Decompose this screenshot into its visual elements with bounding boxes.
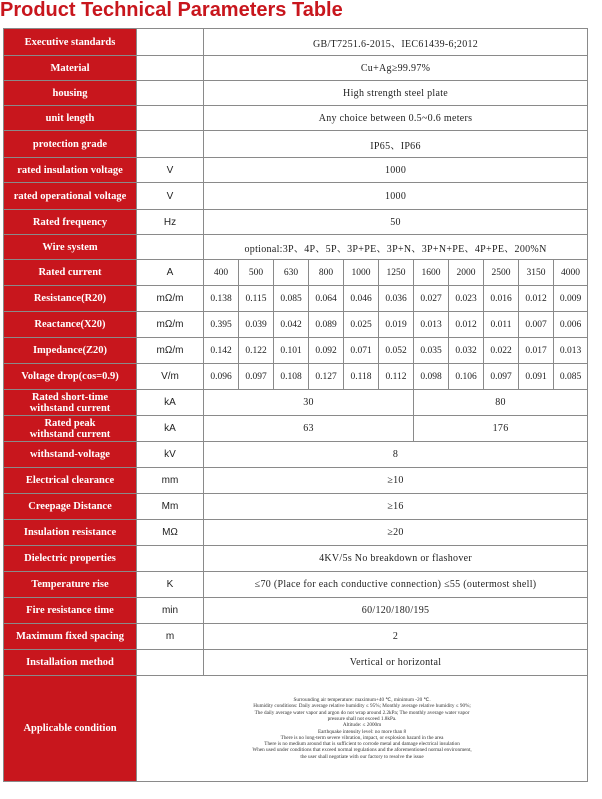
row-label: Material [4,56,137,81]
unit-cell: mΩ/m [137,286,204,312]
value-cell: 50 [204,210,588,235]
table-row-voltage-drop [4,364,588,390]
table-row-unit-length [4,106,588,131]
table-row-maximum-fixed-spacing [4,624,588,650]
unit-cell: MΩ [137,520,204,546]
value-cell: 2500 [484,260,519,286]
value-cell: 1000 [344,260,379,286]
value-cell: 0.142 [204,338,239,364]
table-row-housing [4,81,588,106]
value-cell: 63 [204,416,414,442]
condition-lines [137,697,587,760]
value-cell: 0.013 [414,312,449,338]
value-cell: 0.032 [449,338,484,364]
table-row-resistance [4,286,588,312]
table-row-creepage-distance [4,494,588,520]
value-cell: 0.039 [239,312,274,338]
value-cell: 0.006 [554,312,588,338]
value-cell: ≤70 (Place for each conductive connection) ≤55 (outermost shell) [204,572,588,598]
value-cell: 8 [204,442,588,468]
value-cell: 0.085 [554,364,588,390]
row-label: Rated current [4,260,137,286]
value-cell: 1250 [379,260,414,286]
table-row-rated-insulation-voltage [4,158,588,183]
row-label: protection grade [4,131,137,158]
value-cell: 0.064 [309,286,344,312]
row-label: Creepage Distance [4,494,137,520]
row-label: Rated frequency [4,210,137,235]
value-cell: 60/120/180/195 [204,598,588,624]
value-cell: 0.098 [414,364,449,390]
condition-line: There is no long-term severe vibration, impact, or explosion hazard in the area [280,734,444,741]
table-row-applicable-condition [4,676,588,782]
table-row-short-time-withstand [4,390,588,416]
value-cell: 0.027 [414,286,449,312]
value-cell: 0.085 [274,286,309,312]
unit-cell: V/m [137,364,204,390]
row-label: Fire resistance time [4,598,137,624]
row-label: Impedance(Z20) [4,338,137,364]
unit-cell: V [137,183,204,210]
condition-line: When used under conditions that exceed normal regulations and the aforementioned normal environment, [252,747,472,754]
value-cell: 630 [274,260,309,286]
value-cell: IP65、IP66 [204,131,588,158]
value-cell: 400 [204,260,239,286]
value-cell: 4KV/5s No breakdown or flashover [204,546,588,572]
value-cell: 500 [239,260,274,286]
parameters-table [3,28,588,782]
value-cell: 800 [309,260,344,286]
label-line: withstand current [29,428,111,440]
unit-cell [137,106,204,131]
value-cell: 0.011 [484,312,519,338]
table-row-peak-withstand [4,416,588,442]
row-label: Maximum fixed spacing [4,624,137,650]
value-cell: 80 [414,390,588,416]
value-cell: 0.122 [239,338,274,364]
value-cell: 0.127 [309,364,344,390]
value-cell: 0.023 [449,286,484,312]
value-cell: High strength steel plate [204,81,588,106]
value-cell: optional:3P、4P、5P、3P+PE、3P+N、3P+N+PE、4P+PE、200%N [204,235,588,260]
label-line: Rated peak [44,417,96,429]
value-cell: Vertical or horizontal [204,650,588,676]
row-label: Wire system [4,235,137,260]
row-label: Executive standards [4,29,137,56]
table-row-rated-operational-voltage [4,183,588,210]
value-cell: 0.012 [449,312,484,338]
unit-cell [137,81,204,106]
unit-cell: K [137,572,204,598]
value-cell: 0.097 [239,364,274,390]
row-label: unit length [4,106,137,131]
table-row-material [4,56,588,81]
value-cell: 3150 [519,260,554,286]
row-label: rated operational voltage [4,183,137,210]
row-label: Electrical clearance [4,468,137,494]
value-cell: 0.395 [204,312,239,338]
table-row-installation-method [4,650,588,676]
value-cell: 4000 [554,260,588,286]
value-cell: 0.042 [274,312,309,338]
value-cell: GB/T7251.6-2015、IEC61439-6;2012 [204,29,588,56]
unit-cell: A [137,260,204,286]
value-cell: 30 [204,390,414,416]
value-cell: 0.035 [414,338,449,364]
value-cell: 0.089 [309,312,344,338]
unit-cell: mΩ/m [137,338,204,364]
value-cell: ≥16 [204,494,588,520]
row-label: Temperature rise [4,572,137,598]
unit-cell: kA [137,416,204,442]
label-line: withstand current [29,402,111,414]
value-cell: Any choice between 0.5~0.6 meters [204,106,588,131]
table-row-dielectric-properties [4,546,588,572]
unit-cell: Mm [137,494,204,520]
value-cell: 0.013 [554,338,588,364]
value-cell: 0.096 [204,364,239,390]
unit-cell [137,56,204,81]
row-label: Voltage drop(cos=0.9) [4,364,137,390]
value-cell: 0.012 [519,286,554,312]
row-label [4,390,137,416]
unit-cell [137,29,204,56]
value-cell: 0.106 [449,364,484,390]
value-cell: 0.022 [484,338,519,364]
value-cell: 2000 [449,260,484,286]
value-cell: 0.118 [344,364,379,390]
value-cell: 0.046 [344,286,379,312]
value-cell: 0.097 [484,364,519,390]
table-row-fire-resistance-time [4,598,588,624]
condition-line: the user shall negotiate with our factory to resolve the issue [300,753,424,760]
unit-cell: min [137,598,204,624]
value-cell: 0.092 [309,338,344,364]
value-cell: 0.115 [239,286,274,312]
value-cell: 0.019 [379,312,414,338]
row-label: Resistance(R20) [4,286,137,312]
value-cell: 0.025 [344,312,379,338]
value-cell: 176 [414,416,588,442]
value-cell: 0.016 [484,286,519,312]
table-row-electrical-clearance [4,468,588,494]
table-row-impedance [4,338,588,364]
value-cell: 0.138 [204,286,239,312]
condition-line: Altitude: ≤ 2000m [342,722,382,729]
row-label: Dielectric properties [4,546,137,572]
value-cell: 2 [204,624,588,650]
row-label: Applicable condition [4,676,137,782]
row-label: Insulation resistance [4,520,137,546]
value-cell: 0.007 [519,312,554,338]
row-label: rated insulation voltage [4,158,137,183]
condition-line: The daily average water vapor and argon do not wrap around 2.2kPa; The monthly average water vapor [254,709,470,716]
table-row-reactance [4,312,588,338]
row-label: Reactance(X20) [4,312,137,338]
value-cell: 1600 [414,260,449,286]
table-row-wire-system [4,235,588,260]
unit-cell: V [137,158,204,183]
value-cell: 0.071 [344,338,379,364]
unit-cell: kA [137,390,204,416]
unit-cell: kV [137,442,204,468]
unit-cell: mΩ/m [137,312,204,338]
value-cell: Cu+Ag≥99.97% [204,56,588,81]
condition-text [137,676,588,782]
table-row-executive-standards [4,29,588,56]
table-row-insulation-resistance [4,520,588,546]
row-label [4,416,137,442]
condition-line: Humidity conditions: Daily average relative humidity ≤ 95%; Monthly average relative humidity ≤ 90%; [253,703,471,710]
table-row-rated-current [4,260,588,286]
unit-cell: m [137,624,204,650]
value-cell: 0.009 [554,286,588,312]
row-label: housing [4,81,137,106]
row-label: Installation method [4,650,137,676]
unit-cell: mm [137,468,204,494]
table-row-rated-frequency [4,210,588,235]
value-cell: 0.108 [274,364,309,390]
value-cell: 0.112 [379,364,414,390]
condition-line: There is no medium around that is sufficient to corrode metal and damage electrical insulation [264,741,460,748]
value-cell: 0.017 [519,338,554,364]
value-cell: 0.036 [379,286,414,312]
row-label: withstand-voltage [4,442,137,468]
value-cell: 1000 [204,183,588,210]
condition-line: Earthquake intensity level: no more than 8 [317,728,407,735]
condition-line: Surrounding air temperature: maximum+40 ℃, minimum -20 ℃. [293,697,431,704]
unit-cell: Hz [137,210,204,235]
table-row-temperature-rise [4,572,588,598]
value-cell: 1000 [204,158,588,183]
condition-line: pressure shall not exceed 1.8kPa. [327,715,397,722]
unit-cell [137,235,204,260]
table-row-protection-grade [4,131,588,158]
table-row-withstand-voltage [4,442,588,468]
label-line: Rated short-time [31,391,109,403]
value-cell: 0.101 [274,338,309,364]
value-cell: 0.091 [519,364,554,390]
unit-cell [137,131,204,158]
unit-cell [137,546,204,572]
value-cell: 0.052 [379,338,414,364]
value-cell: ≥10 [204,468,588,494]
page-title: Product Technical Parameters Table [0,0,343,21]
value-cell: ≥20 [204,520,588,546]
unit-cell [137,650,204,676]
